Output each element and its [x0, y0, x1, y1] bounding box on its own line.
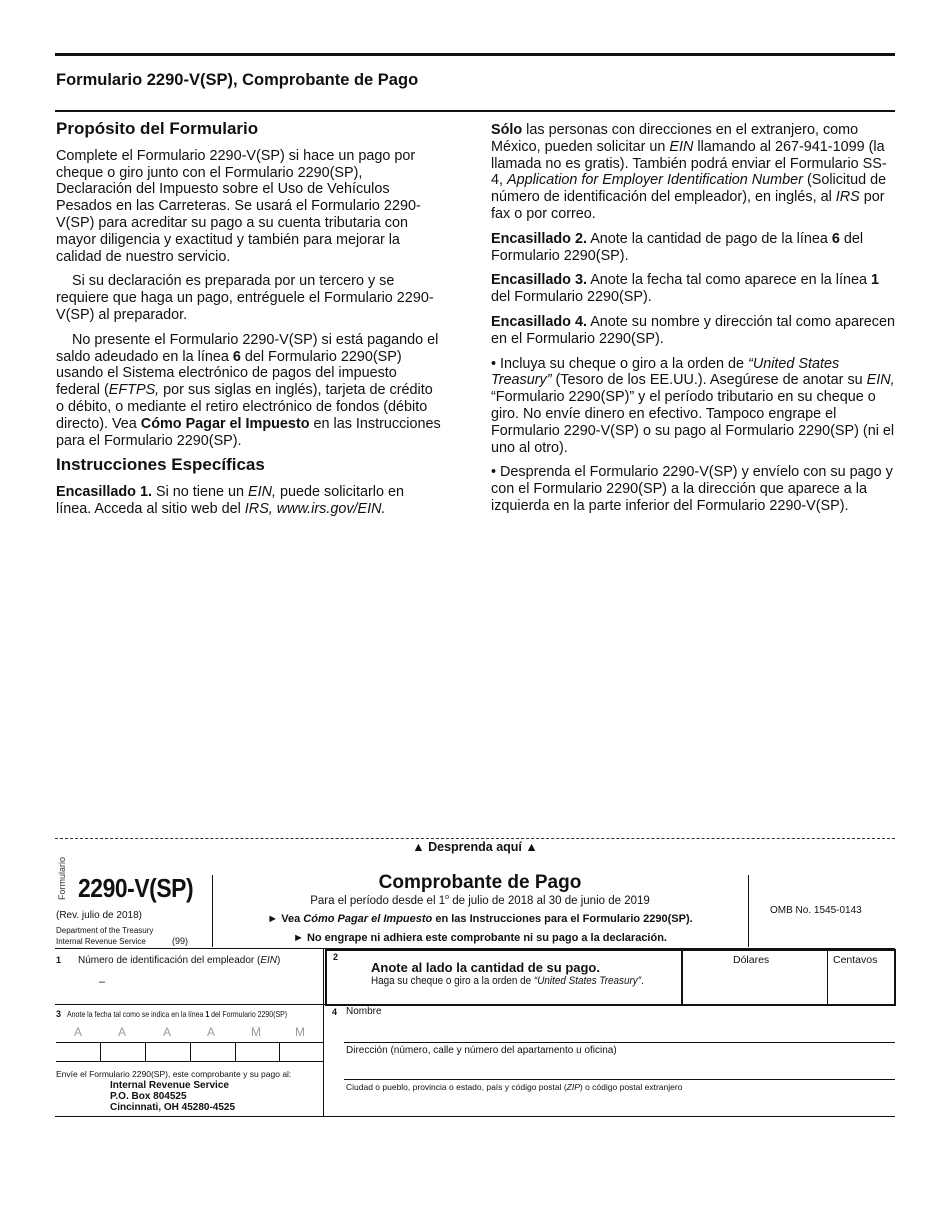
purpose-paragraph-1: Complete el Formulario 2290-V(SP) si hace un pago por cheque o giro junto con el Formulario 2290(SP), Declaración del Impuesto sobre el Uso de Vehículos Pesados en las Carreteras. Se usará el Formulario 2290-V(SP) para acreditar su pago a su cuenta tributaria con mayor diligencia y exactitud y también para mejorar la calidad de nuestro servicio.	[56, 147, 421, 265]
date-cell-3[interactable]	[146, 1042, 191, 1061]
irs-address-line-1: Internal Revenue Service	[110, 1080, 229, 1091]
column-divider	[323, 948, 324, 1116]
ein-paragraph: Sólo las personas con direcciones en el extranjero, como México, pueden solicitar un EIN llamando al 267-941-1099 (la llamada no es gratis). También podrá enviar el Formulario SS-4, Application for Employer Identification Number (Solicitud de número de identificación del empleador), en inglés, al IRS por fax o por correo.	[491, 122, 887, 222]
irs-address-line-3: Cincinnati, OH 45280-4525	[110, 1102, 236, 1113]
send-instructions: Envíe el Formulario 2290(SP), este comprobante y su pago al:	[56, 1069, 292, 1079]
catalog-code: (99)	[172, 936, 189, 946]
box1-label: Número de identificación del empleador (EIN)	[78, 955, 281, 966]
form-word-vertical: Formulario	[57, 856, 67, 900]
purpose-paragraph-3: No presente el Formulario 2290-V(SP) si está pagando el saldo adeudado en la línea 6 del Formulario 2290(SP) usando el Sistema electrónico de pagos del impuesto federal (EFTPS, por sus siglas en inglés), tarjeta de crédito o débito, o mediante el retiro electrónico de fondos (débito directo). Vea Cómo Pagar el Impuesto en las Instrucciones para el Formulario 2290(SP).	[56, 331, 441, 449]
address-input[interactable]	[344, 1057, 894, 1078]
purpose-heading: Propósito del Formulario	[56, 119, 259, 138]
detach-bullet: • Desprenda el Formulario 2290-V(SP) y envíelo con su pago y con el Formulario 2290(SP) a la dirección que aparece a la izquierda en la parte inferior del Formulario 2290-V(SP).	[491, 464, 893, 514]
purpose-paragraph-2: Si su declaración es preparada por un tercero y se requiere que haga un pago, entréguele el Formulario 2290-V(SP) al preparador.	[56, 273, 434, 323]
detach-here-label: ▲ Desprenda aquí ▲	[412, 840, 538, 854]
name-input[interactable]	[344, 1018, 894, 1041]
name-label: Nombre	[346, 1006, 382, 1017]
top-rule	[55, 53, 895, 56]
box2-number: 2	[333, 952, 339, 962]
cents-label: Centavos	[833, 954, 878, 966]
ein-dash: –	[99, 976, 106, 988]
header-divider-right	[748, 875, 749, 947]
date-placeholder-1: A	[73, 1025, 82, 1039]
title-rule	[55, 110, 895, 112]
omb-number: OMB No. 1545-0143	[770, 905, 862, 916]
voucher-form-number: 2290-V(SP)	[78, 873, 194, 903]
box1-paragraph: Encasillado 1. Si no tiene un EIN, puede solicitarlo en línea. Acceda al sitio web del IRS, www.irs.gov/EIN.	[56, 484, 404, 517]
box2-paragraph: Encasillado 2. Anote la cantidad de pago de la línea 6 del Formulario 2290(SP).	[491, 230, 864, 264]
detach-line	[55, 838, 895, 839]
box3-label: Anote la fecha tal como se indica en la línea 1 del Formulario 2290(SP)	[67, 1009, 288, 1019]
voucher-heading: Comprobante de Pago	[378, 872, 582, 893]
city-input[interactable]	[344, 1093, 894, 1115]
payment-bullet: • Incluya su cheque o giro a la orden de “United States Treasury” (Tesoro de los EE.UU.). Asegúrese de anotar su EIN, “Formulario 2290(SP)” y el período tributario en su cheque o giro. No envíe dinero en efectivo. Tampoco engrape el Formulario 2290-V(SP) o su pago al Formulario 2290(SP) (ni el uno al otro).	[491, 355, 895, 456]
box4-paragraph: Encasillado 4. Anote su nombre y dirección tal como aparecen en el Formulario 2290(SP).	[491, 313, 895, 347]
box4-number: 4	[332, 1007, 338, 1017]
date-cell-1[interactable]	[56, 1042, 101, 1061]
date-placeholder-6: M	[295, 1025, 305, 1039]
no-staple-notice: ► No engrape ni adhiera este comprobante ni su pago a la declaración.	[293, 932, 667, 944]
ein-input[interactable]	[78, 967, 308, 997]
date-placeholder-4: A	[206, 1025, 215, 1039]
box2-title: Anote al lado la cantidad de su pago.	[371, 960, 600, 975]
irs-address-line-2: P.O. Box 804525	[110, 1091, 187, 1102]
address-label: Dirección (número, calle y número del apartamento u oficina)	[346, 1045, 617, 1056]
see-instructions: ► Vea Cómo Pagar el Impuesto en las Instrucciones para el Formulario 2290(SP).	[267, 913, 693, 925]
address-rule	[344, 1079, 895, 1080]
date-cell-5[interactable]	[236, 1042, 280, 1061]
date-placeholder-3: A	[162, 1025, 171, 1039]
department-line-1: Department of the Treasury	[56, 926, 154, 935]
name-rule	[344, 1042, 895, 1043]
revision-date: (Rev. julio de 2018)	[56, 910, 142, 921]
right-column	[491, 122, 896, 523]
date-cell-4[interactable]	[191, 1042, 236, 1061]
dollars-label: Dólares	[733, 954, 770, 966]
tax-period: Para el período desde el 1$^o$ de julio de 2018 al 30 de junio de 2019	[310, 894, 650, 907]
box3-paragraph: Encasillado 3. Anote la fecha tal como aparece en la línea 1 del Formulario 2290(SP).	[491, 272, 880, 306]
row-bottom-rule	[55, 1116, 895, 1117]
city-label: Ciudad o pueblo, provincia o estado, país y código postal (ZIP) o código postal extranjero	[346, 1082, 683, 1092]
box3-number: 3	[56, 1009, 62, 1019]
date-placeholder-2: A	[117, 1025, 126, 1039]
date-cell-6[interactable]	[280, 1042, 323, 1061]
box2-subtitle: Haga su cheque o giro a la orden de “United States Treasury”.	[371, 975, 644, 987]
specific-instructions-heading: Instrucciones Específicas	[56, 455, 265, 475]
box1-number: 1	[56, 955, 62, 965]
date-cell-2[interactable]	[101, 1042, 146, 1061]
page-title: Formulario 2290-V(SP), Comprobante de Pago	[56, 71, 419, 89]
date-bottom-rule	[56, 1061, 323, 1062]
department-line-2: Internal Revenue Service	[56, 937, 146, 946]
left-column	[56, 121, 441, 526]
date-placeholder-5: M	[251, 1025, 261, 1039]
